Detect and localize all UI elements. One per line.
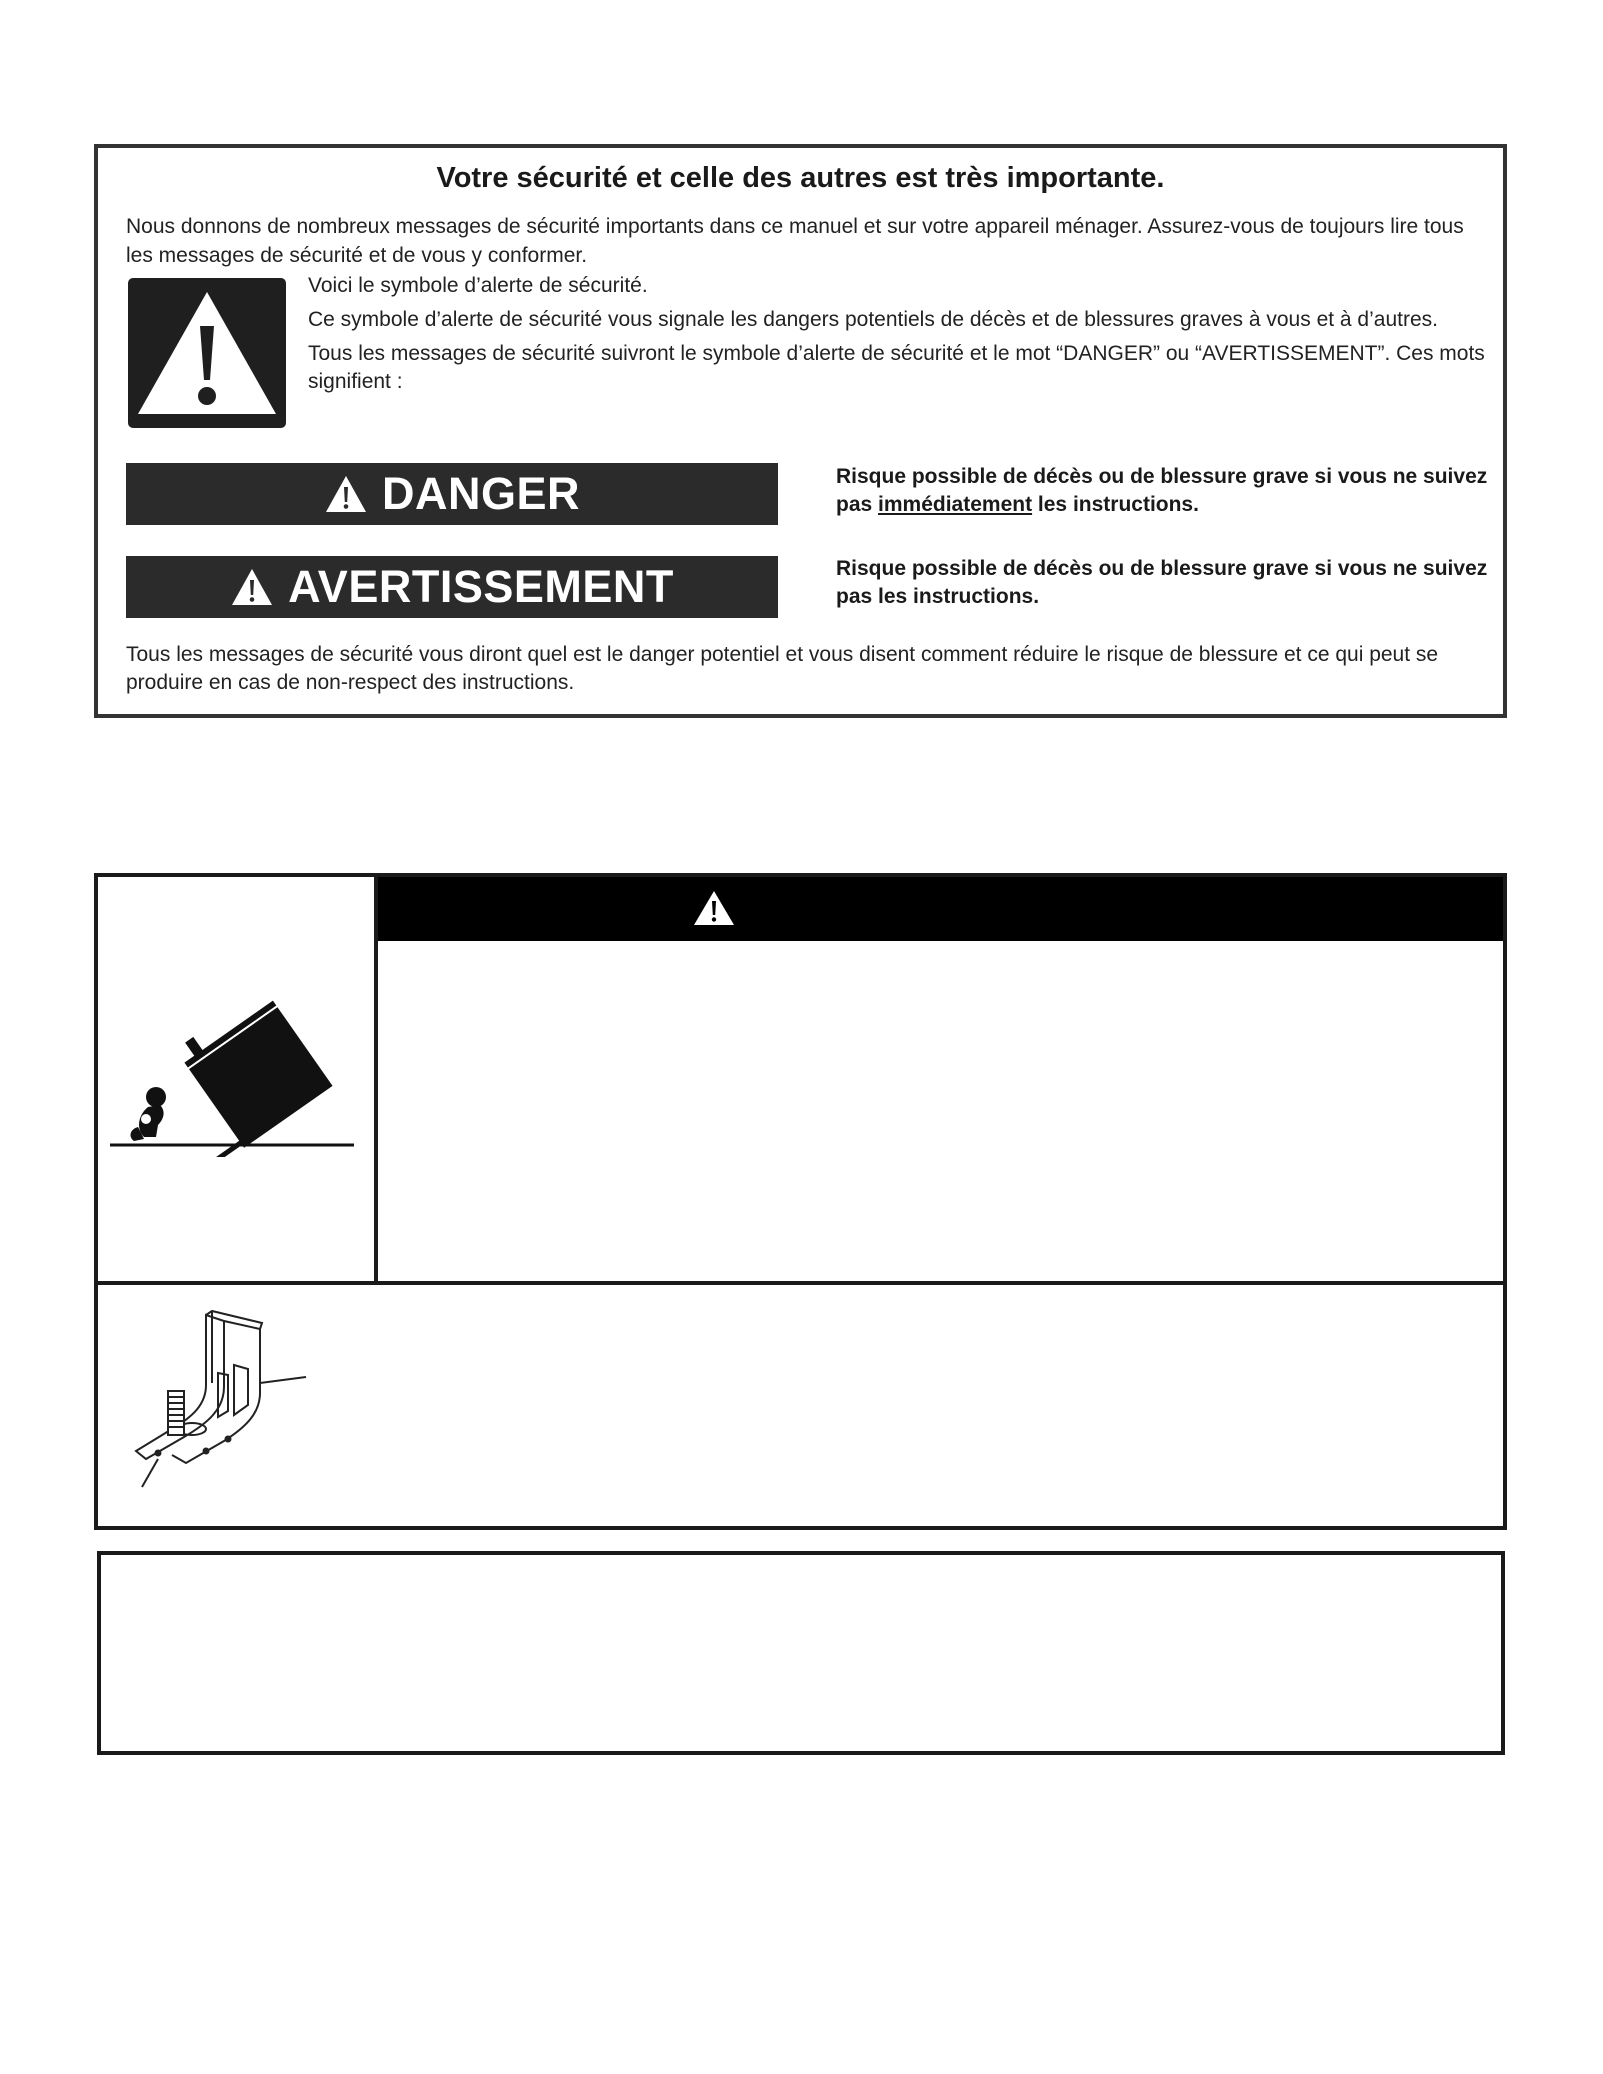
warning-triangle-icon	[324, 474, 368, 514]
warning-triangle-icon	[230, 567, 274, 607]
safety-title: Votre sécurité et celle des autres est très importante.	[436, 162, 1165, 194]
warning-triangle-icon	[692, 889, 736, 927]
note-box	[97, 1551, 1505, 1755]
safety-intro: Nous donnons de nombreux messages de sécurité importants dans ce manuel et sur votre appareil ménager. Assurez-vous de toujours lire tous les messages de sécurité et de vous y conformer.	[126, 215, 1464, 267]
warning-body	[378, 941, 1503, 1285]
symbol-line: Tous les messages de sécurité suivront le symbole d’alerte de sécurité et le mot “DANGER” ou “AVERTISSEMENT”. Ces mots signifient :	[308, 342, 1485, 393]
safety-alert-triangle-icon	[128, 278, 286, 428]
warning-banner	[126, 556, 778, 618]
danger-banner	[126, 463, 778, 525]
danger-desc-text: Risque possible de décès ou de blessure grave si vous ne suivez pas	[836, 465, 1488, 516]
danger-description	[836, 463, 1496, 519]
warning-description: Risque possible de décès ou de blessure grave si vous ne suivez pas les instructions.	[836, 557, 1488, 608]
box-divider	[98, 1281, 1503, 1285]
symbol-line: Ce symbole d’alerte de sécurité vous signale les dangers potentiels de décès et de blessures graves à vous et à d’autres.	[308, 308, 1438, 331]
tip-over-hazard-icon	[108, 987, 358, 1157]
warning-header-bar	[378, 877, 1503, 941]
danger-desc-text-end: les instructions.	[1032, 493, 1199, 516]
anti-tip-bracket-icon	[128, 1305, 318, 1490]
tip-over-illustration-cell	[98, 877, 378, 1283]
danger-label: DANGER	[381, 468, 580, 519]
warning-label: AVERTISSEMENT	[288, 561, 674, 612]
tip-over-warning-box	[94, 873, 1507, 1530]
symbol-line: Voici le symbole d’alerte de sécurité.	[308, 274, 648, 297]
safety-info-box	[94, 144, 1507, 718]
symbol-explanation	[308, 272, 1488, 402]
safety-footer: Tous les messages de sécurité vous diront quel est le danger potentiel et vous disent comment réduire le risque de blessure et ce qui peut se produire en cas de non-respect des instructions.	[126, 643, 1439, 694]
danger-desc-emphasis: immédiatement	[878, 493, 1033, 516]
